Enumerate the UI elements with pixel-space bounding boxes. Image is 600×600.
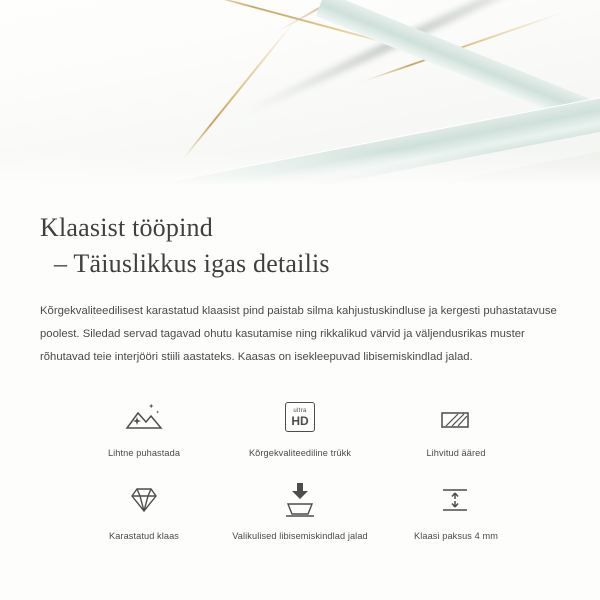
feature-polished-edges [378,395,534,458]
feature-antislip-feet [222,478,378,541]
description-text: Kõrgekvaliteedilisest karastatud klaasist pind paistab silma kahjustuskindluse ja kergesti puhastatavuse poolest. Siledad servad tagavad ohutu kasutamise ning rikkalikud värvid ja väljendusrikas muster rõhutavad teie interjööri stiili aastateks. Kaasas on isekleepuvad libisemiskindlad jalad. [40,305,557,363]
ultra-hd-print-icon [285,395,315,439]
badge-top-text: ultra [293,407,307,414]
headline-line-1: Klaasist tööpind [40,213,213,242]
anti-slip-feet-icon [283,478,317,522]
feature-label: Karastatud klaas [108,531,180,541]
feature-tempered-glass [66,478,222,541]
tempered-glass-diamond-icon [125,478,163,522]
headline-line-2: – Täiuslikkus igas detailis [54,249,330,278]
feature-label: Valikulised libisemiskindlad jalad [232,531,368,541]
feature-easy-clean [66,395,222,458]
hero-image [0,0,600,196]
page-title [40,210,560,282]
feature-label: Klaasi paksus 4 mm [413,531,498,541]
content-area [0,196,600,541]
feature-hd-print [222,395,378,458]
feature-grid [40,395,560,541]
badge-bottom-text: HD [291,413,309,428]
feature-label: Kõrgekvaliteediline trükk [248,448,352,458]
feature-label: Lihtne puhastada [107,448,181,458]
glass-thickness-icon [437,478,475,522]
hero-bottom-fade [0,150,600,196]
sparkle-clean-icon [123,395,165,439]
feature-glass-thickness [378,478,534,541]
marble-vein [181,20,295,161]
feature-label: Lihvitud ääred [426,448,486,458]
polished-edges-icon [438,395,474,439]
